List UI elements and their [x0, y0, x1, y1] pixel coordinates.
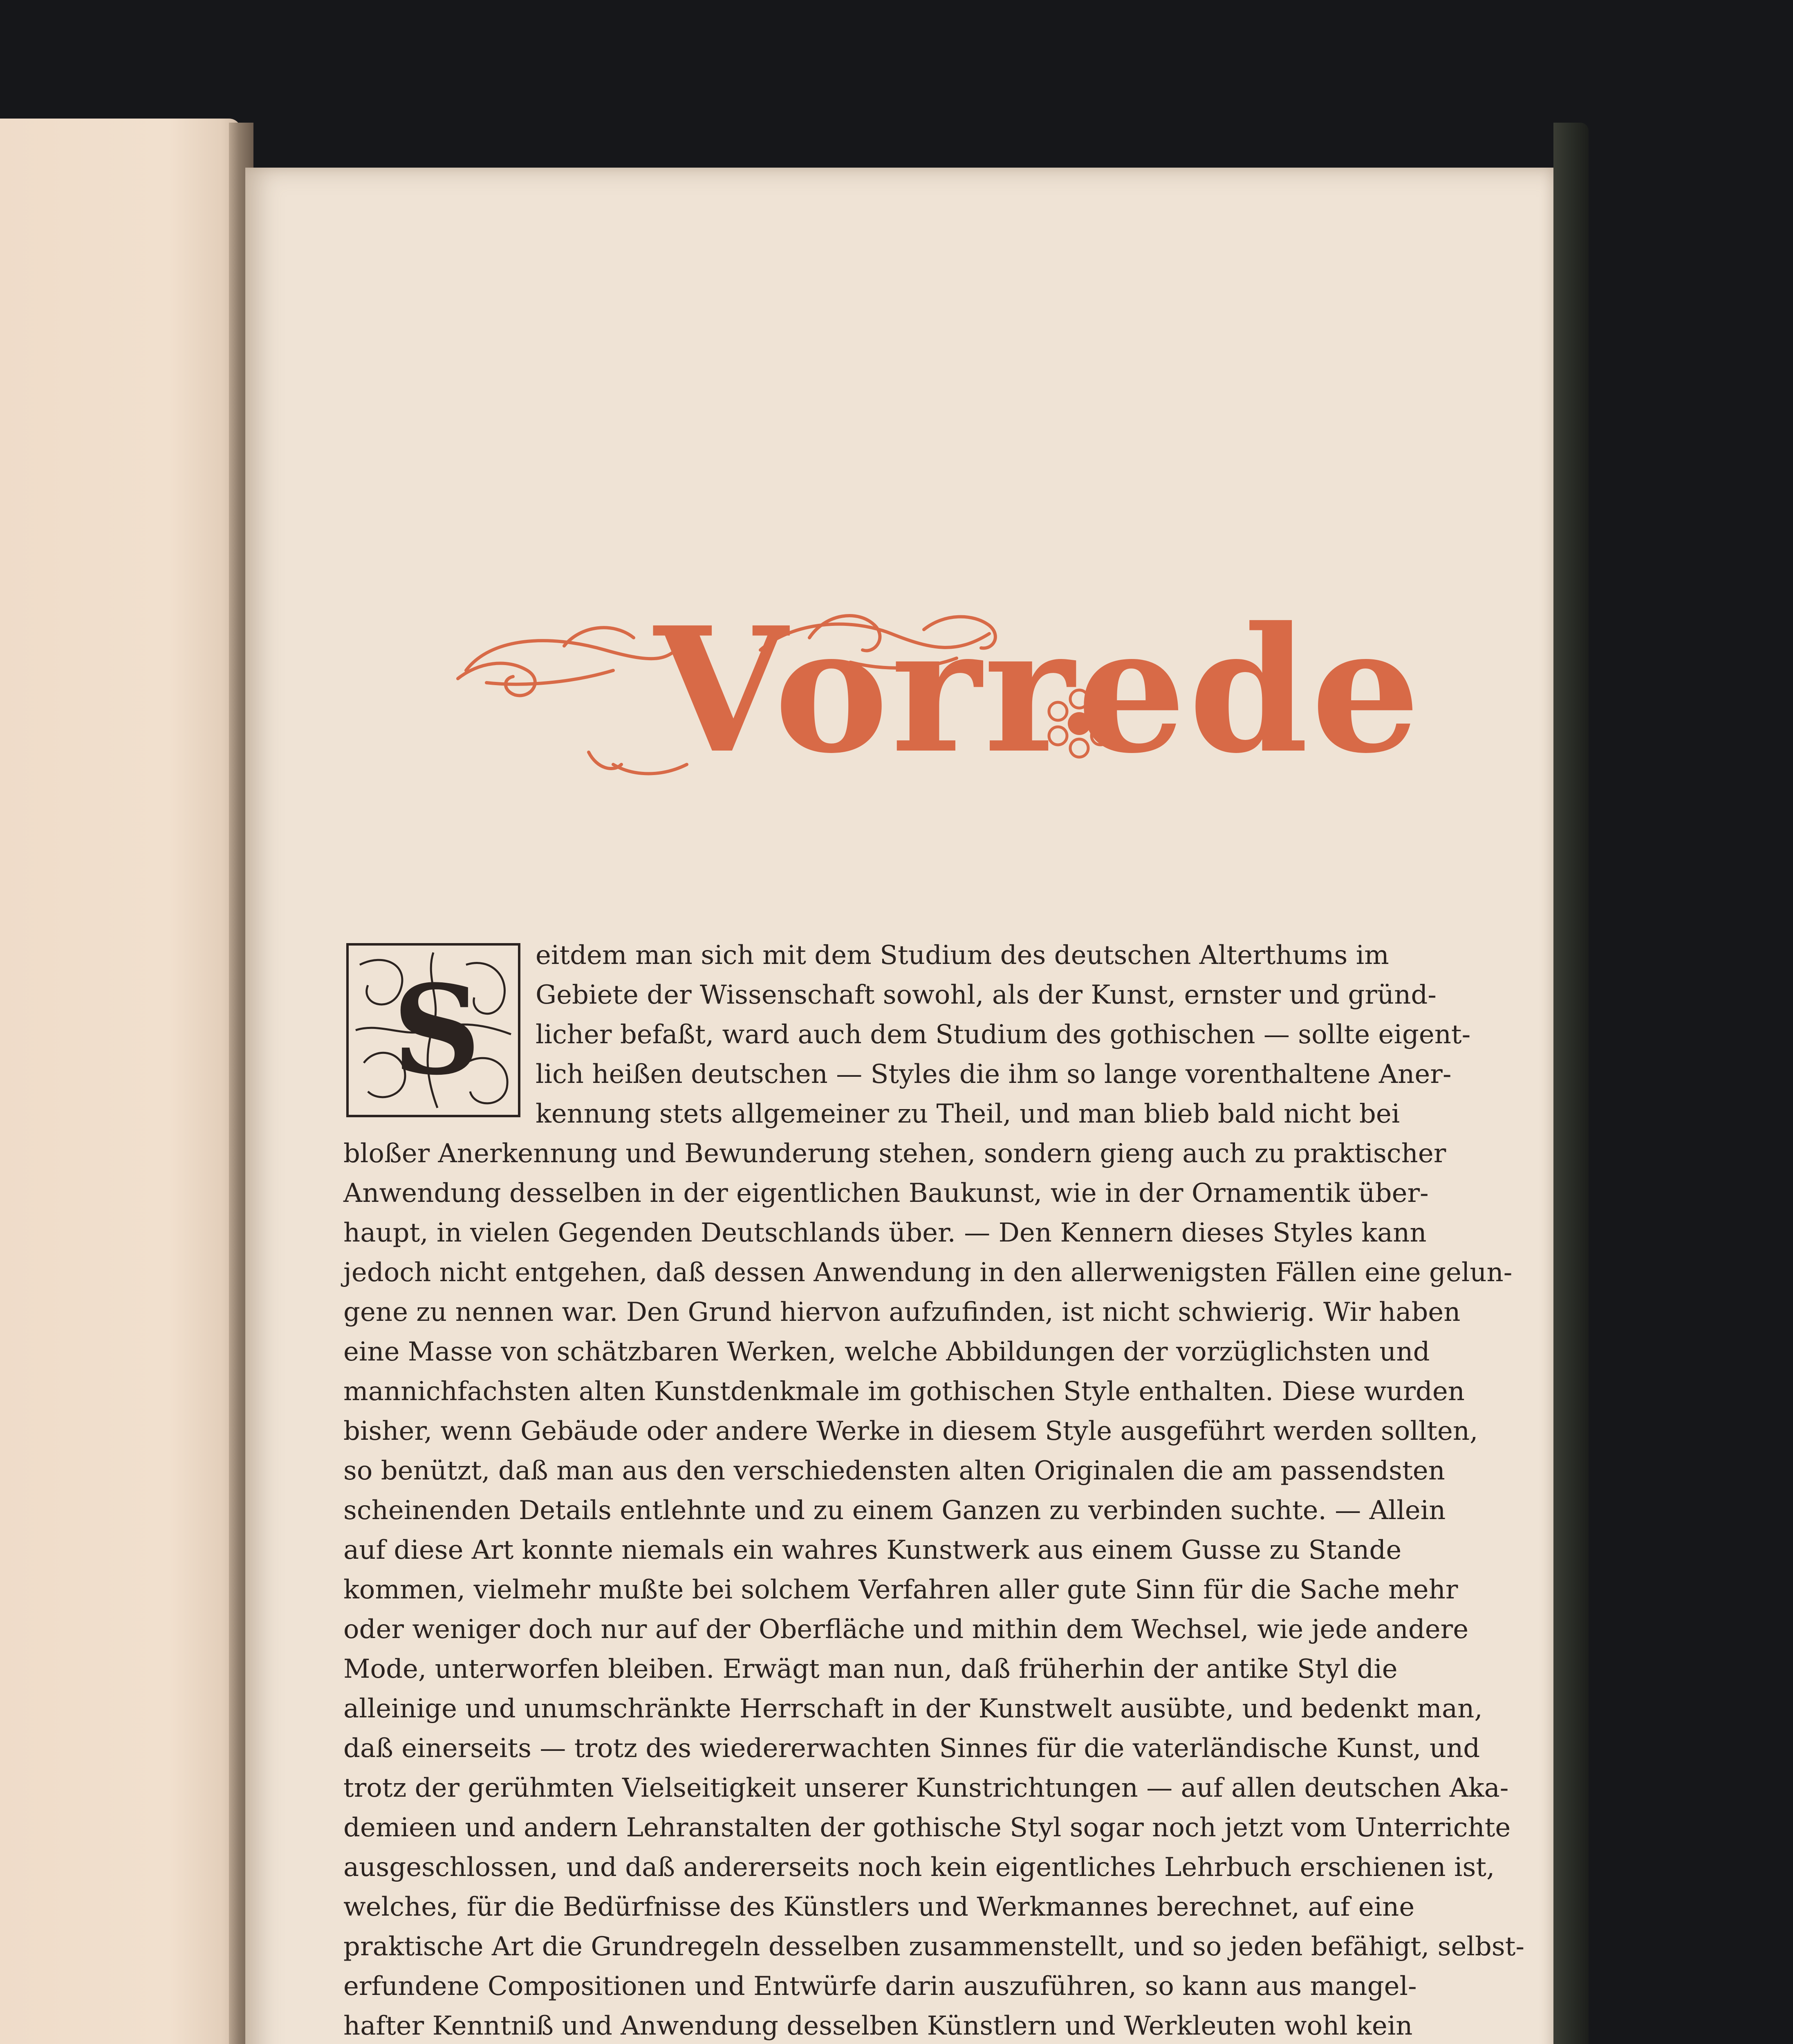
text-line: Gebiete der Wissenschaft sowohl, als der Kunst, ernster und gründ- — [536, 980, 1437, 1010]
book-cover-edge — [1553, 123, 1589, 2044]
text-line: gene zu nennen war. Den Grund hiervon aufzufinden, ist nicht schwierig. Wir haben — [343, 1297, 1461, 1327]
text-line: lich heißen deutschen — Styles die ihm so lange vorenthaltene Aner- — [536, 1059, 1452, 1089]
text-line: eitdem man sich mit dem Studium des deutschen Alterthums im — [536, 940, 1389, 970]
text-line: licher befaßt, ward auch dem Studium des gothischen — sollte eigent- — [536, 1020, 1471, 1050]
page-title: Vorrede — [654, 590, 1423, 791]
drop-cap-letter: S — [392, 958, 481, 1102]
text-line: trotz der gerühmten Vielseitigkeit unserer Kunstrichtungen — auf allen deutschen Aka- — [343, 1773, 1509, 1803]
text-line: daß einerseits — trotz des wiedererwachten Sinnes für die vaterländische Kunst, und — [343, 1733, 1480, 1764]
body-text — [343, 940, 1524, 2044]
text-line: so benützt, daß man aus den verschiedensten alten Originalen die am passendsten — [343, 1456, 1445, 1486]
text-line: eine Masse von schätzbaren Werken, welche Abbildungen der vorzüglichsten und — [343, 1337, 1430, 1367]
decorated-initial — [343, 940, 523, 1120]
text-line: bisher, wenn Gebäude oder andere Werke in diesem Style ausgeführt werden sollten, — [343, 1416, 1478, 1446]
text-line: Mode, unterworfen bleiben. Erwägt man nun, daß früherhin der antike Styl die — [343, 1654, 1398, 1684]
text-line: bloßer Anerkennung und Bewunderung stehen, sondern gieng auch zu praktischer — [343, 1139, 1446, 1169]
text-line: welches, für die Bedürfnisse des Künstlers und Werkmannes berechnet, auf eine — [343, 1892, 1415, 1922]
text-line: oder weniger doch nur auf der Oberfläche und mithin dem Wechsel, wie jede andere — [343, 1614, 1469, 1645]
facing-page — [0, 119, 241, 2044]
text-line: alleinige und unumschränkte Herrschaft in der Kunstwelt ausübte, und bedenkt man, — [343, 1694, 1483, 1724]
text-line: haupt, in vielen Gegenden Deutschlands über. — Den Kennern dieses Styles kann — [343, 1218, 1427, 1248]
text-line: erfundene Compositionen und Entwürfe darin auszuführen, so kann aus mangel- — [343, 1971, 1417, 2001]
text-line: auf diese Art konnte niemals ein wahres Kunstwerk aus einem Gusse zu Stande — [343, 1535, 1402, 1565]
text-line: kommen, vielmehr mußte bei solchem Verfahren aller gute Sinn für die Sache mehr — [343, 1575, 1458, 1605]
text-line: scheinenden Details entlehnte und zu einem Ganzen zu verbinden suchte. — Allein — [343, 1495, 1446, 1526]
text-line: Anwendung desselben in der eigentlichen Baukunst, wie in der Ornamentik über- — [343, 1178, 1429, 1208]
text-line: praktische Art die Grundregeln desselben zusammenstellt, und so jeden befähigt, selbst- — [343, 1932, 1524, 1962]
text-line: ausgeschlossen, und daß andererseits noch kein eigentliches Lehrbuch erschienen ist, — [343, 1852, 1495, 1883]
text-line: jedoch nicht entgehen, daß dessen Anwendung in den allerwenigsten Fällen eine gelun- — [343, 1257, 1513, 1288]
text-line: hafter Kenntniß und Anwendung desselben Künstlern und Werkleuten wohl kein — [343, 2011, 1413, 2041]
text-line: demieen und andern Lehranstalten der gothische Styl sogar noch jetzt vom Unterrichte — [343, 1813, 1511, 1843]
text-line: kennung stets allgemeiner zu Theil, und man blieb bald nicht bei — [536, 1099, 1400, 1129]
text-line: mannichfachsten alten Kunstdenkmale im gothischen Style enthalten. Diese wurden — [343, 1376, 1465, 1407]
heading-ornament — [442, 589, 1423, 818]
